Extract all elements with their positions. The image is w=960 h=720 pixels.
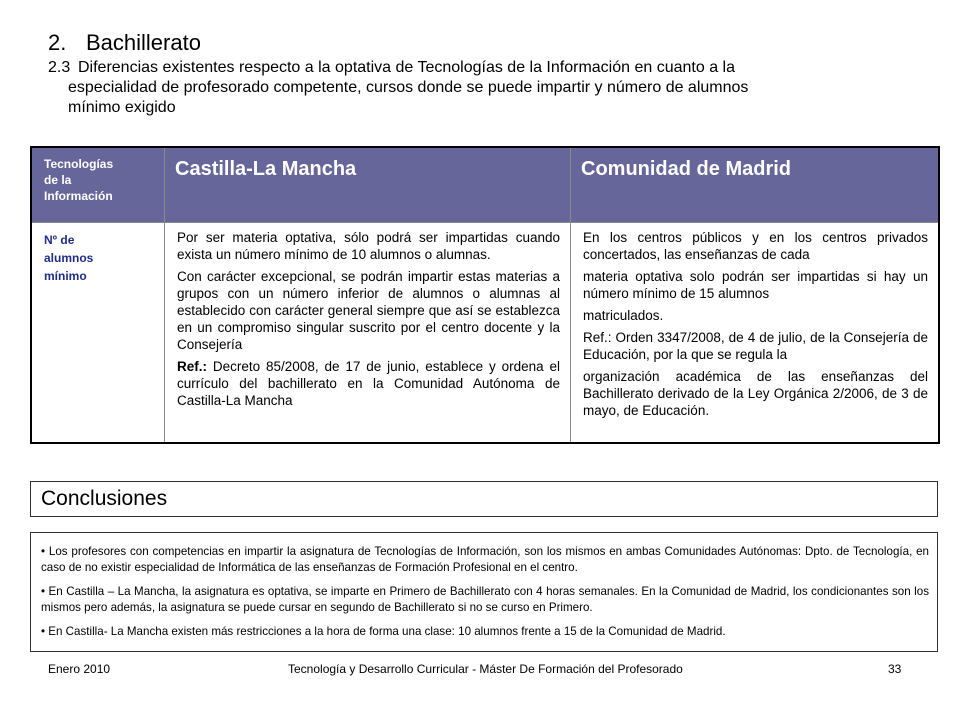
header-topic-cell: [31, 147, 165, 223]
subsection-line-3: mínimo exigido: [68, 99, 176, 116]
row-label-cell: [31, 223, 165, 444]
table-header-row: [31, 147, 939, 223]
subsection-heading: [48, 58, 920, 118]
conclusion-item: • Los profesores con competencias en impartir la asignatura de Tecnologías de Información, son los mismos en ambas Comunidades Autónomas: Dpto. de Tecnología, en caso de no existir especialidad de Informática de las enseñanzas de Formación Profesional en el centro.: [41, 545, 929, 574]
conclusion-item: • En Castilla- La Mancha existen más restricciones a la hora de forma una clase: 10 alumnos frente a 15 de la Comunidad de Madrid.: [41, 625, 726, 638]
conclusions-title: Conclusiones: [30, 481, 938, 517]
madrid-paragraph-1: En los centros públicos y en los centros privados concertados, las enseñanzas de cada: [583, 230, 928, 262]
table-row: [31, 223, 939, 444]
castilla-paragraph-2: Con carácter excepcional, se podrán impartir estas materias a grupos con un número inferior de alumnos o alumnas al establecido con carácter general siempre que así se establezca en un compromiso singular suscrito por el centro docente y la Consejería: [177, 269, 560, 352]
row-label-line: mínimo: [44, 269, 87, 283]
header-castilla: Castilla-La Mancha: [165, 147, 571, 223]
header-topic-line: Tecnologías: [44, 157, 114, 171]
castilla-paragraph-3: [177, 358, 560, 409]
conclusion-item: • En Castilla – La Mancha, la asignatura es optativa, se imparte en Primero de Bachillerato con 4 horas semanales. En la Comunidad de Madrid, los condicionantes son los mismos pero además, la asignatura se puede cursar en segundo de Bachillerato si no se curso en Primero.: [41, 585, 929, 614]
madrid-cell: [571, 223, 940, 444]
madrid-paragraph-5: organización académica de las enseñanzas del Bachillerato derivado de la Ley Orgánica 2/2006, de 3 de mayo, de Educación.: [583, 369, 928, 418]
footer-date: Enero 2010: [48, 662, 111, 676]
madrid-paragraph-4: Ref.: Orden 3347/2008, de 4 de julio, de la Consejería de Educación, por la que se regula la: [583, 330, 928, 362]
header-madrid: Comunidad de Madrid: [571, 147, 940, 223]
footer-page-number: 33: [888, 662, 902, 676]
castilla-ref-text: Decreto 85/2008, de 17 de junio, establece y ordena el currículo del bachillerato en la Comunidad Autónoma de Castilla-La Mancha: [177, 359, 560, 408]
section-heading: [48, 30, 201, 56]
subsection-line-1: Diferencias existentes respecto a la optativa de Tecnologías de la Información en cuanto a la: [78, 59, 735, 76]
row-label-line: alumnos: [44, 251, 94, 265]
header-topic-line: de la: [44, 173, 72, 187]
castilla-cell: [165, 223, 571, 444]
footer-title: Tecnología y Desarrollo Curricular - Máster De Formación del Profesorado: [288, 662, 683, 676]
subsection-line-2: especialidad de profesorado competente, cursos donde se puede impartir y número de alumnos: [68, 79, 749, 96]
section-title: Bachillerato: [86, 30, 201, 55]
comparison-table: [30, 146, 940, 444]
subsection-number: 2.3: [48, 59, 71, 76]
section-number: 2.: [48, 30, 67, 55]
castilla-paragraph-1: Por ser materia optativa, sólo podrá ser impartidas cuando exista un número mínimo de 10 alumnos o alumnas.: [177, 230, 560, 262]
madrid-paragraph-2: materia optativa solo podrán ser impartidas si hay un número mínimo de 15 alumnos: [583, 269, 928, 301]
madrid-paragraph-3: matriculados.: [583, 308, 664, 323]
header-topic-line: Información: [44, 189, 113, 203]
conclusions-box: [30, 532, 938, 652]
castilla-ref-label: Ref.:: [177, 359, 207, 374]
row-label-line: Nº de: [44, 233, 75, 247]
